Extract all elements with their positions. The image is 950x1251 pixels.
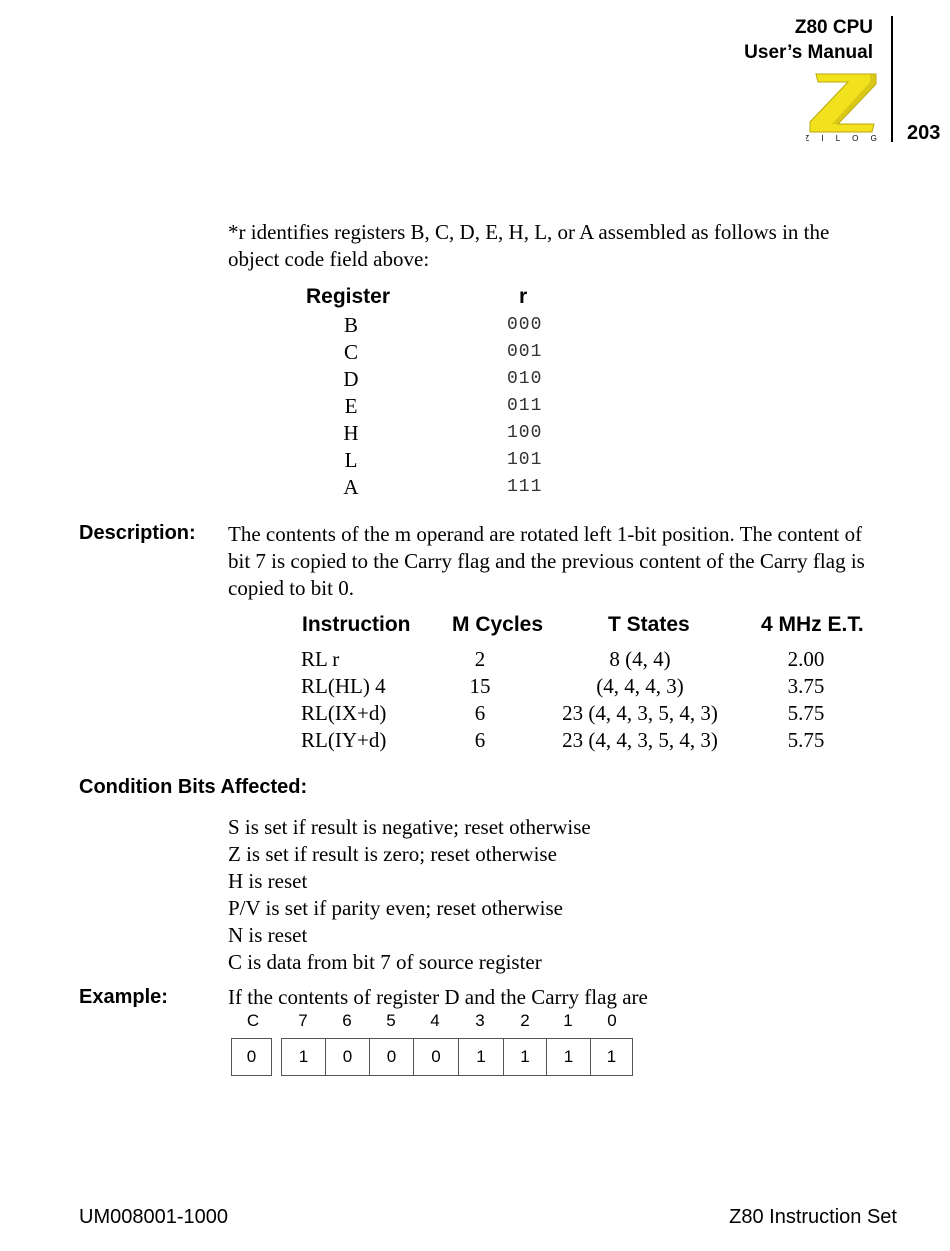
bit-value: 1 (563, 1047, 574, 1066)
condition-line: H is reset (228, 869, 308, 893)
description-line: bit 7 is copied to the Carry flag and the previous content of the Carry flag is (228, 549, 865, 573)
bit-label: 5 (386, 1011, 396, 1030)
tstates-cell: (4, 4, 4, 3) (596, 674, 684, 698)
manual-title (744, 15, 873, 65)
instruction-cell: RL(IY+d) (301, 728, 387, 752)
register-name: B (343, 313, 358, 337)
mcycles-cell: 15 (469, 674, 491, 698)
description-label: Description: (79, 522, 196, 544)
description-line: copied to bit 0. (228, 576, 354, 600)
condition-line: Z is set if result is zero; reset otherwise (228, 842, 557, 866)
example-label: Example: (79, 986, 168, 1008)
register-note-line: object code field above: (228, 247, 430, 271)
condition-line: S is set if result is negative; reset otherwise (228, 815, 591, 839)
bit-value: 0 (431, 1047, 441, 1066)
header-divider (891, 16, 893, 142)
tstates-column-header: T States (608, 613, 690, 636)
r-column-header: r (519, 285, 528, 308)
register-row (300, 366, 600, 393)
mcycles-cell: 6 (474, 701, 486, 725)
register-code: 000 (507, 315, 543, 335)
register-code: 111 (507, 477, 543, 497)
carry-flag-box (231, 1038, 272, 1076)
bit-box (281, 1038, 326, 1076)
register-code: 101 (507, 450, 543, 470)
register-name: E (344, 394, 358, 418)
bit-box (590, 1038, 633, 1076)
register-row (300, 339, 600, 366)
mcycles-cell: 6 (474, 728, 486, 752)
tstates-cell: 8 (4, 4) (609, 647, 671, 671)
bit-box (503, 1038, 547, 1076)
instruction-cell: RL(HL) 4 (301, 674, 386, 698)
register-row (300, 393, 600, 420)
page-number: 203 (907, 122, 941, 144)
manual-title-line2: User’s Manual (744, 42, 873, 63)
mcycles-cell: 2 (474, 647, 486, 671)
instruction-row (0, 700, 950, 727)
bit-label: 1 (563, 1011, 573, 1030)
register-row (300, 312, 600, 339)
instruction-row (0, 646, 950, 673)
bit-label: 0 (607, 1011, 617, 1030)
bit-label: 4 (430, 1011, 440, 1030)
instruction-cell: RL r (301, 647, 340, 671)
bit-value: 0 (342, 1047, 353, 1066)
et-cell: 5.75 (787, 728, 825, 752)
et-cell: 5.75 (787, 701, 825, 725)
register-row (300, 420, 600, 447)
register-row (300, 474, 600, 501)
description-line: The contents of the m operand are rotated left 1-bit position. The content of (228, 522, 863, 546)
carry-flag-label: C (246, 1011, 260, 1030)
tstates-cell: 23 (4, 4, 3, 5, 4, 3) (562, 701, 718, 725)
register-name: C (343, 340, 358, 364)
instruction-row (0, 727, 950, 754)
bit-value: 0 (386, 1047, 397, 1066)
bit-label: 6 (342, 1011, 352, 1030)
zilog-z-icon (806, 72, 880, 142)
bit-value: 1 (476, 1047, 486, 1066)
register-note (228, 219, 829, 273)
register-note-line: *r identifies registers B, C, D, E, H, L, or A assembled as follows in the (228, 220, 830, 244)
register-row (300, 447, 600, 474)
register-code: 010 (507, 369, 543, 389)
register-name: L (344, 448, 358, 472)
bit-label: 7 (298, 1011, 308, 1030)
instruction-row (0, 673, 950, 700)
footer-document-id: UM008001-1000 (79, 1206, 228, 1228)
bit-box (413, 1038, 459, 1076)
register-code: 100 (507, 423, 543, 443)
bit-label: 3 (475, 1011, 485, 1030)
et-column-header: 4 MHz E.T. (761, 613, 864, 636)
description-text (228, 521, 865, 602)
example-text: If the contents of register D and the Carry flag are (228, 985, 648, 1009)
condition-bits-label: Condition Bits Affected: (79, 776, 308, 798)
bit-box (325, 1038, 370, 1076)
footer-section-title: Z80 Instruction Set (729, 1206, 897, 1228)
bit-value: 1 (520, 1047, 530, 1066)
et-cell: 2.00 (787, 647, 825, 671)
bit-box (458, 1038, 504, 1076)
tstates-cell: 23 (4, 4, 3, 5, 4, 3) (562, 728, 718, 752)
instruction-column-header: Instruction (302, 613, 411, 636)
register-code: 001 (507, 342, 543, 362)
mcycles-column-header: M Cycles (452, 613, 544, 636)
register-name: D (343, 367, 359, 391)
bit-value: 1 (298, 1047, 309, 1066)
et-cell: 3.75 (787, 674, 825, 698)
bit-value: 1 (606, 1047, 617, 1066)
register-name: H (343, 421, 359, 445)
instruction-cell: RL(IX+d) (301, 701, 387, 725)
carry-flag-value: 0 (246, 1047, 257, 1066)
bit-label: 2 (520, 1011, 530, 1030)
condition-line: C is data from bit 7 of source register (228, 950, 542, 974)
svg-text:Z I L O G: Z I L O G (806, 134, 880, 142)
manual-title-line1: Z80 CPU (794, 17, 873, 38)
bit-box (546, 1038, 591, 1076)
condition-line: P/V is set if parity even; reset otherwise (228, 896, 563, 920)
register-column-header: Register (306, 285, 391, 308)
condition-line: N is reset (228, 923, 308, 947)
register-name: A (343, 475, 359, 499)
bit-box (369, 1038, 414, 1076)
zilog-logo (806, 72, 880, 142)
register-code: 011 (507, 396, 543, 416)
